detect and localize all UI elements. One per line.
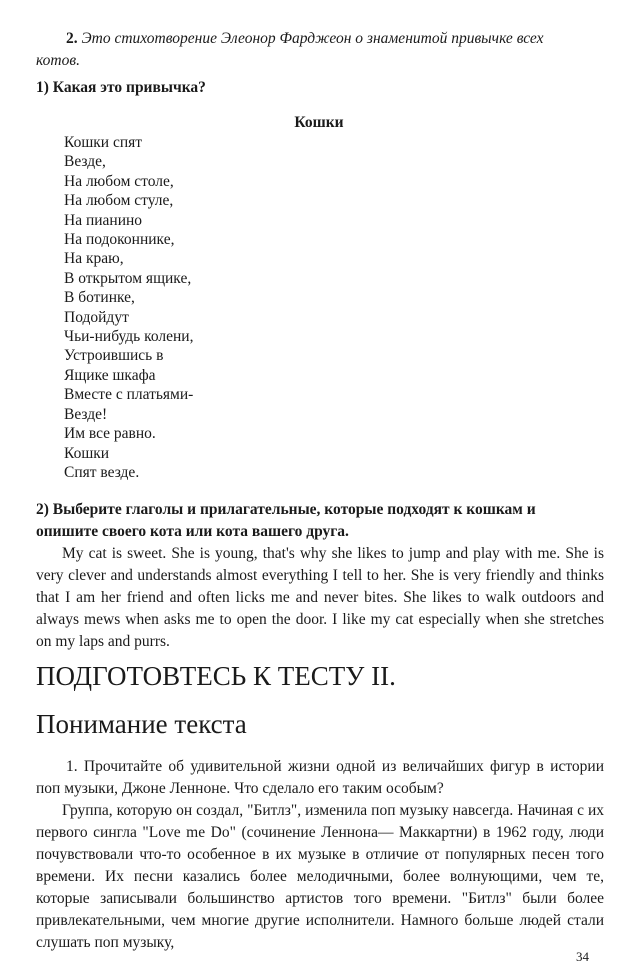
answer-paragraph bbox=[36, 543, 604, 653]
poem-line: На любом стуле, bbox=[64, 192, 174, 210]
poem-line: На любом столе, bbox=[64, 172, 174, 190]
question2-line2: опишите своего кота или кота вашего друга. bbox=[36, 523, 349, 540]
page-number: 34 bbox=[576, 949, 589, 964]
task1-paragraph bbox=[36, 756, 604, 800]
question2 bbox=[36, 499, 604, 543]
poem-line: В ботинке, bbox=[64, 289, 135, 307]
poem-line: Им все равно. bbox=[64, 425, 156, 443]
poem-line: Спят везде. bbox=[64, 463, 140, 481]
poem-line: Кошки спят bbox=[64, 134, 143, 151]
poem-line: Устроившись в bbox=[64, 347, 164, 365]
poem-line: Вместе с платьями- bbox=[64, 386, 194, 404]
task1-text: 1. Прочитайте об удивительной жизни одной из величайших фигур в истории поп музыки, Джоне Ленноне. Что сделало его таким особым? bbox=[36, 758, 604, 797]
section-heading: ПОДГОТОВТЕСЬ К ТЕСТУ II. bbox=[36, 661, 396, 691]
poem-line: Везде, bbox=[64, 153, 106, 171]
poem-line: На краю, bbox=[64, 250, 124, 268]
answer-text: My cat is sweet. She is young, that's why she likes to jump and play with me. She is very clever and understands almost everything I tell to her. She is very friendly and thinks that I am her friend and often licks me and never bites. She likes to walk outdoors and always mews when asks me to open the door. I like my cat especially when she stretches on my laps and purrs. bbox=[36, 545, 604, 650]
poem-line: Кошки bbox=[64, 444, 110, 462]
poem-line: На подоконнике, bbox=[64, 231, 175, 249]
poem-line: На пианино bbox=[64, 211, 143, 229]
question2-line1: 2) Выберите глаголы и прилагательные, которые подходят к кошкам и bbox=[36, 501, 536, 518]
task2-intro-line1: Это стихотворение Элеонор Фарджеон о знаменитой привычке всех bbox=[81, 30, 544, 47]
poem-body bbox=[64, 133, 193, 482]
poem-line: Везде! bbox=[64, 405, 108, 423]
poem-line: Ящике шкафа bbox=[64, 366, 156, 384]
question1: 1) Какая это привычка? bbox=[36, 79, 206, 96]
task2-number: 2. bbox=[66, 30, 78, 47]
beatles-paragraph bbox=[36, 800, 604, 954]
poem-line: Чьи-нибудь колени, bbox=[64, 328, 194, 346]
task2-intro bbox=[36, 28, 604, 72]
beatles-text: Группа, которую он создал, "Битлз", изменила поп музыку навсегда. Начиная с их первого сингла "Love me Do" (сочинение Леннона— Маккартни) в 1962 году, люди почувствовали что-то особенное в их музыке в отличие от популярных песен того времени. Их песни казались более мелодичными, более волнующими, чем те, которые записывали большинство артистов того времени. "Битлз" были более привлекательными, чем многие другие исполнители. Намного больше людей стали слушать поп музыку, bbox=[36, 802, 604, 951]
poem-title: Кошки bbox=[294, 114, 344, 131]
poem-line: Подойдут bbox=[64, 308, 129, 326]
subsection-heading: Понимание текста bbox=[36, 709, 247, 739]
poem-line: В открытом ящике, bbox=[64, 269, 192, 287]
task2-intro-line2: котов. bbox=[36, 52, 80, 69]
